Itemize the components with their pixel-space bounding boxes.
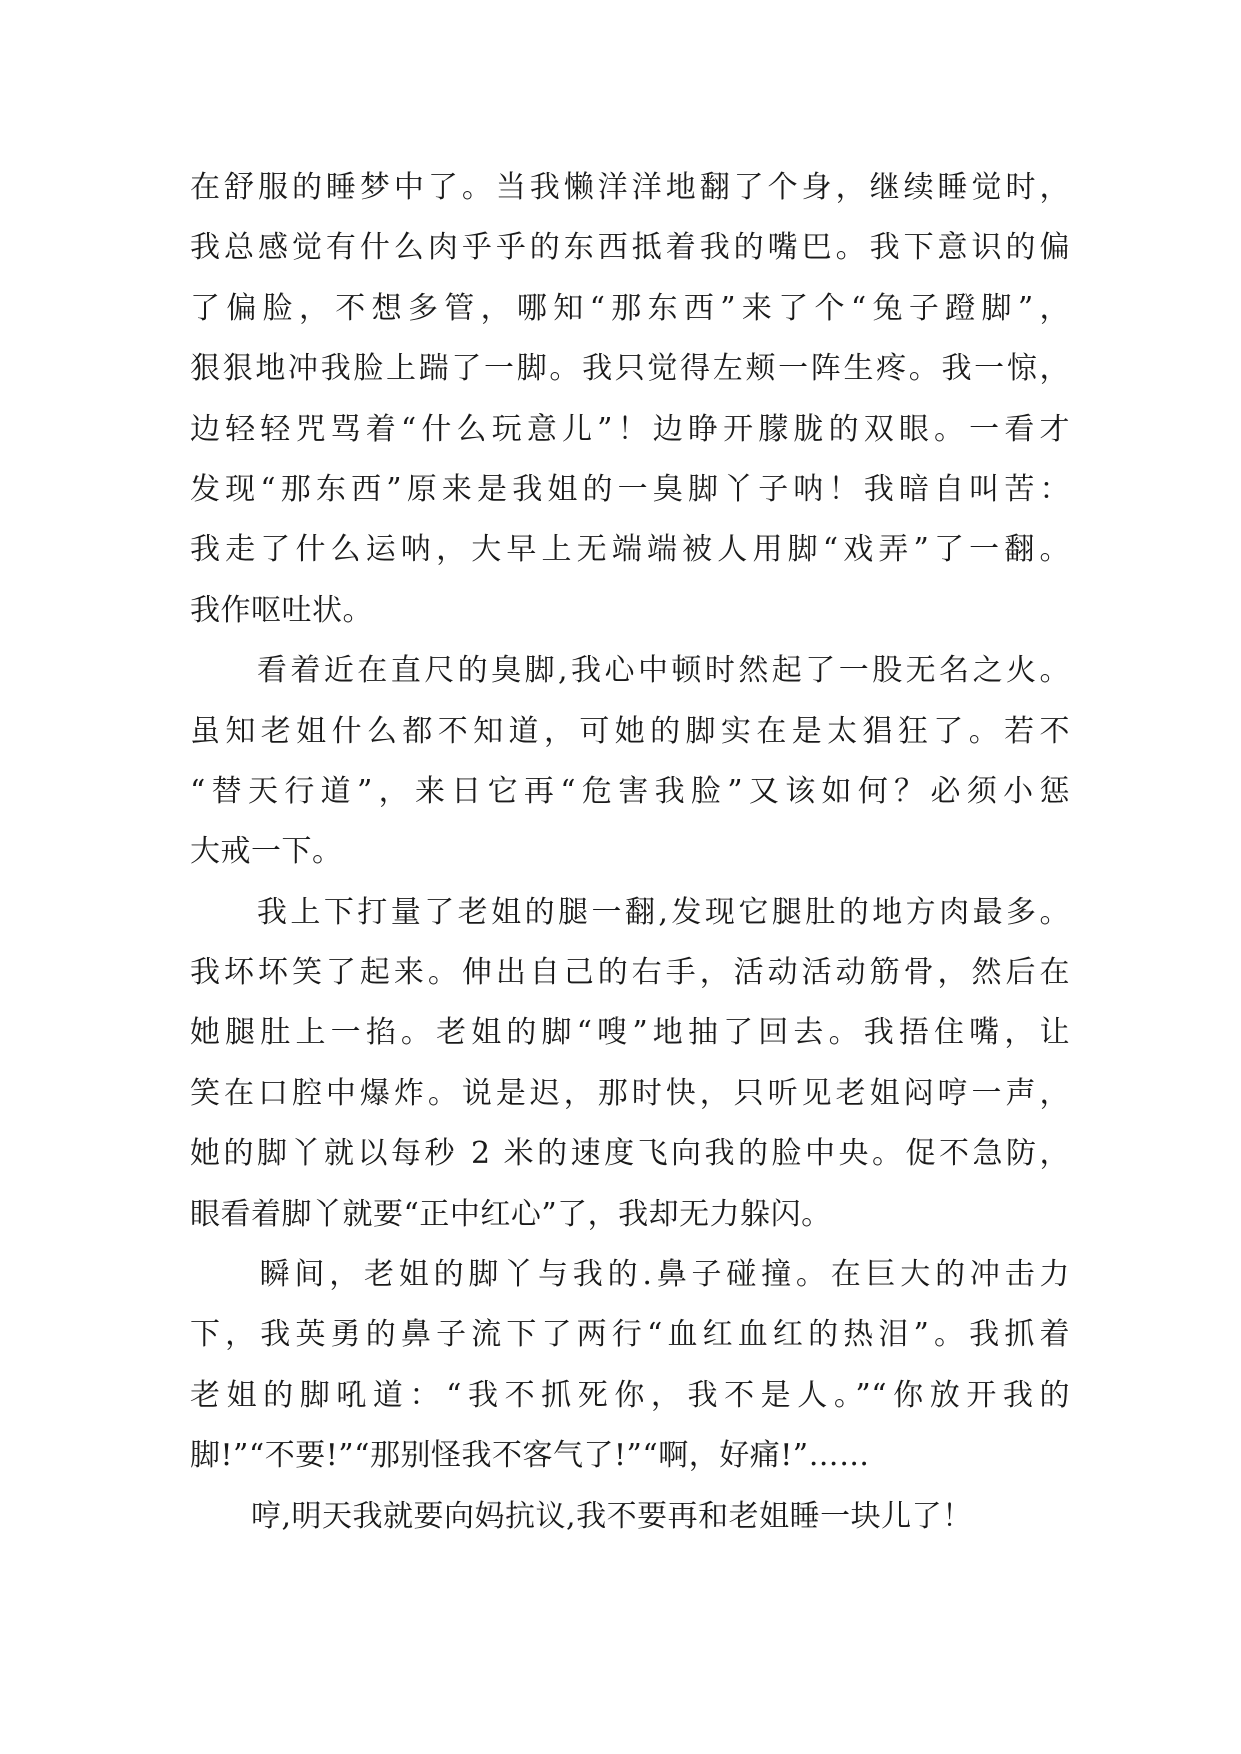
text-line: 我上下打量了老姐的腿一翻,发现它腿肚的地方肉最多。 (190, 894, 1070, 930)
text-line: 看着近在直尺的臭脚,我心中顿时然起了一股无名之火。 (190, 653, 1070, 689)
text-line: 哼,明天我就要向妈抗议,我不要再和老姐睡一块儿了！ (190, 1498, 973, 1534)
text-line: 下，我英勇的鼻子流下了两行“血红血红的热泪”。我抓着 (190, 1317, 1070, 1353)
text-line: 我总感觉有什么肉乎乎的东西抵着我的嘴巴。我下意识的偏 (190, 230, 1070, 266)
text-line: 发现“那东西”原来是我姐的一臭脚丫子呐！我暗自叫苦： (190, 471, 1070, 507)
text-line: 瞬间，老姐的脚丫与我的.鼻子碰撞。在巨大的冲击力 (190, 1257, 1070, 1293)
text-line: 了偏脸，不想多管，哪知“那东西”来了个“兔子蹬脚”， (190, 290, 1070, 326)
text-line: 虽知老姐什么都不知道，可她的脚实在是太猖狂了。若不 (190, 713, 1070, 749)
text-line: 狠狠地冲我脸上踹了一脚。我只觉得左颊一阵生疼。我一惊， (190, 351, 1070, 387)
text-line: 在舒服的睡梦中了。当我懒洋洋地翻了个身，继续睡觉时， (190, 170, 1070, 205)
text-line: “替天行道”，来日它再“危害我脸”又该如何？必须小惩 (190, 773, 1070, 809)
text-line: 脚!”“不要!”“那别怪我不客气了!”“啊，好痛!”…… (190, 1438, 870, 1474)
text-line: 笑在口腔中爆炸。说是迟，那时快，只听见老姐闷哼一声， (190, 1075, 1070, 1111)
text-line: 边轻轻咒骂着“什么玩意儿”！边睁开朦胧的双眼。一看才 (190, 411, 1070, 447)
text-line: 我走了什么运呐，大早上无端端被人用脚“戏弄”了一翻。 (190, 532, 1070, 568)
text-line: 我坏坏笑了起来。伸出自己的右手，活动活动筋骨，然后在 (190, 955, 1070, 991)
text-line: 我作呕吐状。 (190, 592, 373, 628)
text-line: 大戒一下。 (190, 834, 343, 870)
text-line: 眼看着脚丫就要“正中红心”了，我却无力躲闪。 (190, 1196, 832, 1232)
text-line: 老姐的脚吼道：“我不抓死你，我不是人。”“你放开我的 (190, 1377, 1070, 1413)
text-line: 她腿肚上一掐。老姐的脚“嗖”地抽了回去。我捂住嘴，让 (190, 1015, 1070, 1051)
body-text (190, 158, 1070, 1547)
text-line: 她的脚丫就以每秒 2 米的速度飞向我的脸中央。促不急防， (190, 1136, 1070, 1172)
